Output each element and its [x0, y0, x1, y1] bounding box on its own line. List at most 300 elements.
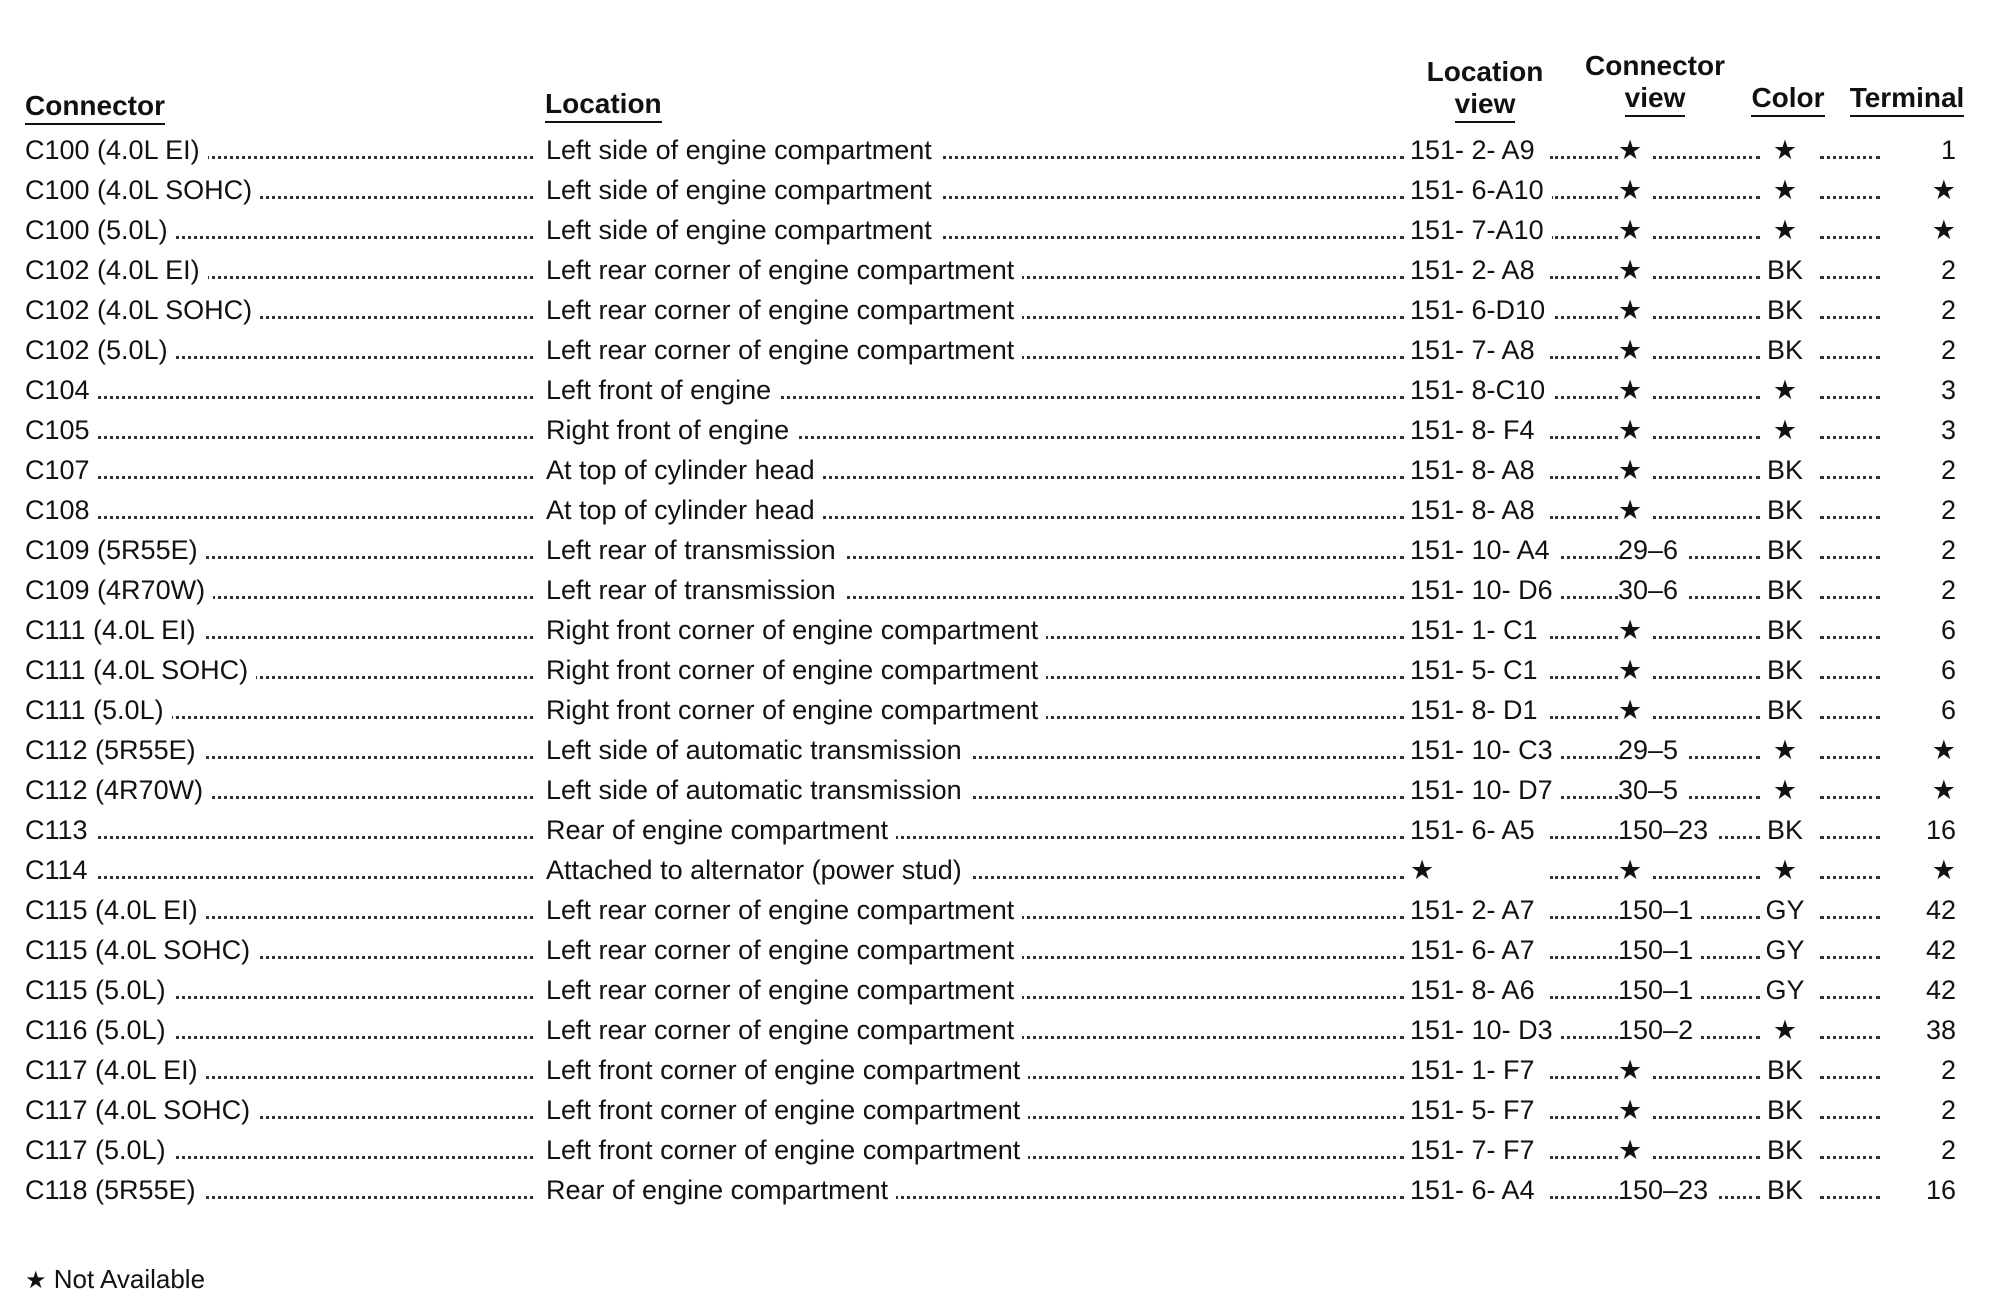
header-terminal-label: Terminal: [1850, 82, 1965, 117]
table-row: [0, 970, 1998, 1010]
cell-location-view: 151- 1- C1: [1410, 615, 1546, 645]
cell-connector: C109 (4R70W): [25, 575, 213, 605]
cell-connector: C102 (4.0L EI): [25, 255, 208, 285]
cell-terminal-wrap: [1880, 610, 1964, 650]
dot-leader: [1820, 1156, 1880, 1159]
cell-connector-wrap: [25, 490, 535, 530]
cell-terminal: ★: [1932, 735, 1964, 765]
table-row: [0, 610, 1998, 650]
cell-color-wrap: [1760, 1130, 1818, 1170]
cell-connector-view-wrap: [1618, 330, 1768, 370]
cell-connector-view-wrap: [1618, 1050, 1768, 1090]
cell-location-view-wrap: [1410, 650, 1570, 690]
cell-color: BK: [1767, 1095, 1811, 1125]
cell-color-wrap: [1760, 690, 1818, 730]
cell-location-wrap: [546, 690, 1408, 730]
cell-location-wrap: [546, 850, 1408, 890]
dot-leader: [1820, 356, 1880, 359]
table-row: [0, 1010, 1998, 1050]
cell-location-view-wrap: [1410, 570, 1570, 610]
cell-connector-wrap: [25, 250, 535, 290]
cell-location-wrap: [546, 770, 1408, 810]
cell-terminal: 2: [1941, 1055, 1964, 1085]
cell-connector: C115 (4.0L SOHC): [25, 935, 258, 965]
cell-location-wrap: [546, 290, 1408, 330]
cell-location-wrap: [546, 570, 1408, 610]
header-color-label: Color: [1751, 82, 1824, 117]
cell-connector-view-wrap: [1618, 290, 1768, 330]
cell-terminal-wrap: [1880, 170, 1964, 210]
cell-location-view: 151- 6-A10: [1410, 175, 1552, 205]
cell-location: Rear of engine compartment: [546, 1175, 896, 1205]
cell-connector-view: ★: [1618, 855, 1650, 885]
cell-terminal: 42: [1926, 895, 1964, 925]
dot-leader: [1820, 236, 1880, 239]
cell-connector-wrap: [25, 570, 535, 610]
table-row: [0, 770, 1998, 810]
cell-connector-wrap: [25, 810, 535, 850]
cell-location-view: ★: [1410, 855, 1442, 885]
cell-connector-wrap: [25, 930, 535, 970]
cell-connector-view-wrap: [1618, 210, 1768, 250]
cell-location-view-wrap: [1410, 930, 1570, 970]
dot-leader: [1820, 516, 1880, 519]
star-icon: ★: [25, 1267, 47, 1294]
cell-connector-view: ★: [1618, 655, 1650, 685]
cell-connector-view-wrap: [1618, 530, 1768, 570]
cell-location-view: 151- 1- F7: [1410, 1055, 1543, 1085]
cell-location-view: 151- 7- A8: [1410, 335, 1543, 365]
cell-connector-view: 29–5: [1618, 735, 1686, 765]
cell-connector-view: 150–2: [1618, 1015, 1701, 1045]
cell-connector: C111 (4.0L SOHC): [25, 655, 256, 685]
cell-terminal: 3: [1941, 375, 1964, 405]
dot-leader: [1820, 1116, 1880, 1119]
table-row: [0, 1090, 1998, 1130]
cell-location-view-wrap: [1410, 330, 1570, 370]
cell-location-view: 151- 8-C10: [1410, 375, 1553, 405]
cell-connector-wrap: [25, 1130, 535, 1170]
table-row: [0, 290, 1998, 330]
dot-leader: [1820, 436, 1880, 439]
cell-connector: C108: [25, 495, 98, 525]
cell-color-wrap: [1760, 730, 1818, 770]
cell-connector: C118 (5R55E): [25, 1175, 204, 1205]
cell-terminal-wrap: [1880, 490, 1964, 530]
header-connector: [25, 90, 165, 125]
cell-location-view-wrap: [1410, 490, 1570, 530]
cell-terminal: ★: [1932, 855, 1964, 885]
dot-leader: [1820, 1196, 1880, 1199]
cell-location: Left side of engine compartment: [546, 175, 940, 205]
cell-connector-view-wrap: [1618, 770, 1768, 810]
cell-color-wrap: [1760, 330, 1818, 370]
cell-location: Left side of engine compartment: [546, 135, 940, 165]
table-row: [0, 890, 1998, 930]
cell-location-wrap: [546, 1010, 1408, 1050]
footnote: [25, 1264, 205, 1296]
cell-location: Right front of engine: [546, 415, 797, 445]
table-row: [0, 130, 1998, 170]
dot-leader: [1820, 476, 1880, 479]
cell-connector-view: 150–1: [1618, 895, 1701, 925]
dot-leader: [1820, 996, 1880, 999]
cell-location: Left side of automatic transmission: [546, 775, 970, 805]
cell-color: ★: [1773, 175, 1805, 205]
cell-connector-wrap: [25, 330, 535, 370]
cell-location: At top of cylinder head: [546, 455, 823, 485]
cell-connector: C116 (5.0L): [25, 1015, 174, 1045]
cell-connector-view: ★: [1618, 295, 1650, 325]
cell-color: BK: [1767, 295, 1811, 325]
cell-location-view-wrap: [1410, 410, 1570, 450]
dot-leader: [1820, 676, 1880, 679]
cell-terminal-wrap: [1880, 730, 1964, 770]
cell-location-wrap: [546, 1130, 1408, 1170]
cell-location-view: 151- 8- A8: [1410, 495, 1543, 525]
cell-terminal-wrap: [1880, 650, 1964, 690]
cell-color: BK: [1767, 335, 1811, 365]
cell-location-view-wrap: [1410, 250, 1570, 290]
cell-connector: C117 (5.0L): [25, 1135, 174, 1165]
cell-location-wrap: [546, 210, 1408, 250]
cell-terminal: 42: [1926, 975, 1964, 1005]
cell-connector-wrap: [25, 730, 535, 770]
cell-location: Left front corner of engine compartment: [546, 1095, 1028, 1125]
cell-location-view: 151- 10- C3: [1410, 735, 1561, 765]
cell-connector-view-wrap: [1618, 410, 1768, 450]
cell-color: GY: [1765, 975, 1812, 1005]
cell-connector-wrap: [25, 530, 535, 570]
dot-leader: [1820, 316, 1880, 319]
cell-color: BK: [1767, 655, 1811, 685]
cell-connector-wrap: [25, 450, 535, 490]
dot-leader: [1820, 876, 1880, 879]
cell-location-view-wrap: [1410, 170, 1570, 210]
table-row: [0, 650, 1998, 690]
cell-location: Left rear of transmission: [546, 575, 844, 605]
cell-location-wrap: [546, 450, 1408, 490]
cell-connector: C100 (4.0L SOHC): [25, 175, 260, 205]
cell-location-view: 151- 6- A7: [1410, 935, 1543, 965]
cell-connector-view: 29–6: [1618, 535, 1686, 565]
cell-location-view: 151- 6- A4: [1410, 1175, 1543, 1205]
dot-leader: [1820, 1076, 1880, 1079]
cell-location-view-wrap: [1410, 810, 1570, 850]
cell-location: Right front corner of engine compartment: [546, 695, 1046, 725]
cell-location-view-wrap: [1410, 1010, 1570, 1050]
cell-location-wrap: [546, 330, 1408, 370]
header-terminal: [1846, 82, 1968, 117]
cell-color: BK: [1767, 815, 1811, 845]
cell-connector: C111 (5.0L): [25, 695, 172, 725]
cell-location-wrap: [546, 970, 1408, 1010]
cell-location-view-wrap: [1410, 1170, 1570, 1210]
cell-color: ★: [1773, 1015, 1805, 1045]
dot-leader: [1820, 596, 1880, 599]
cell-connector-view: 30–6: [1618, 575, 1686, 605]
cell-connector-view: ★: [1618, 215, 1650, 245]
table-row: [0, 810, 1998, 850]
table-row: [0, 570, 1998, 610]
dot-leader: [1820, 956, 1880, 959]
header-connector-view: [1580, 50, 1730, 117]
table-row: [0, 210, 1998, 250]
cell-color: BK: [1767, 455, 1811, 485]
cell-location: Left rear corner of engine compartment: [546, 935, 1022, 965]
cell-terminal: 2: [1941, 535, 1964, 565]
cell-location-wrap: [546, 890, 1408, 930]
cell-location-view: 151- 6-D10: [1410, 295, 1553, 325]
cell-terminal: 38: [1926, 1015, 1964, 1045]
cell-location-view-wrap: [1410, 1130, 1570, 1170]
cell-color: BK: [1767, 575, 1811, 605]
cell-location: Left side of automatic transmission: [546, 735, 970, 765]
cell-location-wrap: [546, 530, 1408, 570]
cell-terminal: 6: [1941, 615, 1964, 645]
table-row: [0, 690, 1998, 730]
cell-location-wrap: [546, 810, 1408, 850]
cell-terminal-wrap: [1880, 290, 1964, 330]
cell-location-view: 151- 10- A4: [1410, 535, 1558, 565]
header-color: [1748, 82, 1828, 117]
dot-leader: [1820, 716, 1880, 719]
cell-connector: C117 (4.0L SOHC): [25, 1095, 258, 1125]
cell-connector: C100 (4.0L EI): [25, 135, 208, 165]
cell-location-wrap: [546, 1170, 1408, 1210]
cell-location: Left rear corner of engine compartment: [546, 1015, 1022, 1045]
cell-connector-view-wrap: [1618, 1010, 1768, 1050]
cell-connector-view: ★: [1618, 695, 1650, 725]
cell-connector: C111 (4.0L EI): [25, 615, 204, 645]
cell-color: ★: [1773, 735, 1805, 765]
header-location-label: Location: [545, 88, 662, 123]
cell-connector-view-wrap: [1618, 1170, 1768, 1210]
cell-color: ★: [1773, 775, 1805, 805]
table-row: [0, 450, 1998, 490]
dot-leader: [1820, 556, 1880, 559]
cell-connector-wrap: [25, 1170, 535, 1210]
cell-color: BK: [1767, 1055, 1811, 1085]
cell-terminal-wrap: [1880, 130, 1964, 170]
dot-leader: [1820, 196, 1880, 199]
cell-terminal-wrap: [1880, 530, 1964, 570]
table-row: [0, 730, 1998, 770]
cell-color-wrap: [1760, 610, 1818, 650]
cell-location-view-wrap: [1410, 290, 1570, 330]
table-row: [0, 530, 1998, 570]
cell-color-wrap: [1760, 770, 1818, 810]
header-location-view-line2: view: [1455, 88, 1516, 123]
cell-color: BK: [1767, 695, 1811, 725]
table-row: [0, 370, 1998, 410]
cell-connector: C100 (5.0L): [25, 215, 176, 245]
cell-connector-wrap: [25, 770, 535, 810]
cell-color: BK: [1767, 1175, 1811, 1205]
cell-terminal: 2: [1941, 455, 1964, 485]
cell-location-view-wrap: [1410, 1090, 1570, 1130]
cell-terminal: ★: [1932, 175, 1964, 205]
cell-color: BK: [1767, 1135, 1811, 1165]
cell-location-view-wrap: [1410, 770, 1570, 810]
cell-location-wrap: [546, 250, 1408, 290]
cell-terminal-wrap: [1880, 370, 1964, 410]
cell-connector-view-wrap: [1618, 450, 1768, 490]
cell-connector-view: ★: [1618, 1095, 1650, 1125]
cell-location-view: 151- 5- C1: [1410, 655, 1546, 685]
cell-connector: C112 (4R70W): [25, 775, 211, 805]
cell-location-wrap: [546, 490, 1408, 530]
cell-connector-view-wrap: [1618, 1090, 1768, 1130]
cell-location-view: 151- 7-A10: [1410, 215, 1552, 245]
dot-leader: [1820, 156, 1880, 159]
dot-leader: [1820, 396, 1880, 399]
cell-location-view: 151- 8- A8: [1410, 455, 1543, 485]
cell-color: ★: [1773, 375, 1805, 405]
cell-location-view-wrap: [1410, 610, 1570, 650]
dot-leader: [1820, 836, 1880, 839]
cell-connector-view: ★: [1618, 1135, 1650, 1165]
cell-location-view: 151- 10- D7: [1410, 775, 1561, 805]
cell-location: Rear of engine compartment: [546, 815, 896, 845]
footnote-text: Not Available: [53, 1264, 206, 1294]
cell-terminal-wrap: [1880, 410, 1964, 450]
cell-connector-view-wrap: [1618, 250, 1768, 290]
cell-color: ★: [1773, 415, 1805, 445]
cell-color: BK: [1767, 495, 1811, 525]
cell-connector-view-wrap: [1618, 130, 1768, 170]
cell-terminal-wrap: [1880, 850, 1964, 890]
cell-connector-wrap: [25, 1050, 535, 1090]
cell-terminal: 16: [1926, 815, 1964, 845]
cell-location-view-wrap: [1410, 450, 1570, 490]
cell-location-view-wrap: [1410, 730, 1570, 770]
cell-connector-view-wrap: [1618, 170, 1768, 210]
connector-table-body: [0, 130, 1998, 1210]
cell-connector-wrap: [25, 610, 535, 650]
cell-connector-view-wrap: [1618, 1130, 1768, 1170]
header-location-view: [1420, 56, 1550, 123]
cell-connector: C104: [25, 375, 98, 405]
cell-color-wrap: [1760, 370, 1818, 410]
cell-terminal-wrap: [1880, 770, 1964, 810]
cell-location: Left rear of transmission: [546, 535, 844, 565]
cell-terminal: ★: [1932, 775, 1964, 805]
cell-connector-view: ★: [1618, 255, 1650, 285]
cell-location-view-wrap: [1410, 970, 1570, 1010]
cell-connector-wrap: [25, 1010, 535, 1050]
cell-connector-view-wrap: [1618, 730, 1768, 770]
cell-terminal-wrap: [1880, 1090, 1964, 1130]
cell-connector-view: ★: [1618, 615, 1650, 645]
cell-location: Left rear corner of engine compartment: [546, 295, 1022, 325]
cell-color-wrap: [1760, 130, 1818, 170]
cell-connector-view-wrap: [1618, 570, 1768, 610]
cell-connector-view-wrap: [1618, 650, 1768, 690]
table-row: [0, 410, 1998, 450]
cell-terminal: 1: [1941, 135, 1964, 165]
cell-connector-view-wrap: [1618, 850, 1768, 890]
table-row: [0, 930, 1998, 970]
cell-color-wrap: [1760, 890, 1818, 930]
cell-location-view-wrap: [1410, 1050, 1570, 1090]
cell-connector: C102 (5.0L): [25, 335, 176, 365]
cell-connector-view-wrap: [1618, 690, 1768, 730]
cell-connector-wrap: [25, 650, 535, 690]
cell-location: Left rear corner of engine compartment: [546, 255, 1022, 285]
cell-location-view-wrap: [1410, 690, 1570, 730]
cell-connector: C115 (5.0L): [25, 975, 174, 1005]
cell-color-wrap: [1760, 450, 1818, 490]
cell-connector-view-wrap: [1618, 810, 1768, 850]
cell-location-view: 151- 2- A7: [1410, 895, 1543, 925]
cell-location: Left rear corner of engine compartment: [546, 895, 1022, 925]
cell-color-wrap: [1760, 970, 1818, 1010]
header-connector-view-line2: view: [1625, 82, 1686, 117]
cell-location-view: 151- 8- A6: [1410, 975, 1543, 1005]
dot-leader: [1820, 756, 1880, 759]
cell-terminal-wrap: [1880, 250, 1964, 290]
cell-terminal: 16: [1926, 1175, 1964, 1205]
cell-terminal: 2: [1941, 495, 1964, 525]
cell-connector: C114: [25, 855, 96, 885]
cell-connector-view: 30–5: [1618, 775, 1686, 805]
cell-color-wrap: [1760, 930, 1818, 970]
cell-color-wrap: [1760, 1050, 1818, 1090]
cell-connector-wrap: [25, 410, 535, 450]
cell-location-wrap: [546, 410, 1408, 450]
header-connector-view-line1: Connector: [1585, 50, 1725, 81]
cell-connector-view: ★: [1618, 335, 1650, 365]
cell-terminal-wrap: [1880, 1130, 1964, 1170]
table-row: [0, 330, 1998, 370]
cell-location-view: 151- 2- A9: [1410, 135, 1543, 165]
dot-leader: [1820, 916, 1880, 919]
cell-terminal: 2: [1941, 1135, 1964, 1165]
cell-connector-view: ★: [1618, 175, 1650, 205]
cell-connector-view: ★: [1618, 495, 1650, 525]
cell-location: Left rear corner of engine compartment: [546, 975, 1022, 1005]
cell-location-wrap: [546, 930, 1408, 970]
cell-terminal-wrap: [1880, 930, 1964, 970]
cell-location-view: 151- 10- D3: [1410, 1015, 1561, 1045]
table-row: [0, 170, 1998, 210]
cell-connector-view: ★: [1618, 135, 1650, 165]
cell-location-view: 151- 6- A5: [1410, 815, 1543, 845]
cell-color-wrap: [1760, 530, 1818, 570]
cell-connector: C112 (5R55E): [25, 735, 204, 765]
cell-terminal-wrap: [1880, 450, 1964, 490]
cell-connector-wrap: [25, 1090, 535, 1130]
cell-terminal-wrap: [1880, 330, 1964, 370]
cell-connector-view: ★: [1618, 415, 1650, 445]
cell-connector-view: 150–1: [1618, 975, 1701, 1005]
cell-connector-view-wrap: [1618, 930, 1768, 970]
cell-connector: C105: [25, 415, 98, 445]
cell-location: At top of cylinder head: [546, 495, 823, 525]
cell-terminal-wrap: [1880, 1170, 1964, 1210]
cell-location-view-wrap: [1410, 210, 1570, 250]
cell-connector-view: 150–1: [1618, 935, 1701, 965]
header-location-view-line1: Location: [1426, 56, 1544, 87]
cell-terminal: 42: [1926, 935, 1964, 965]
cell-connector-wrap: [25, 370, 535, 410]
cell-connector-view: ★: [1618, 455, 1650, 485]
table-row: [0, 850, 1998, 890]
cell-connector-wrap: [25, 170, 535, 210]
header-connector-label: Connector: [25, 90, 165, 125]
cell-connector-wrap: [25, 290, 535, 330]
